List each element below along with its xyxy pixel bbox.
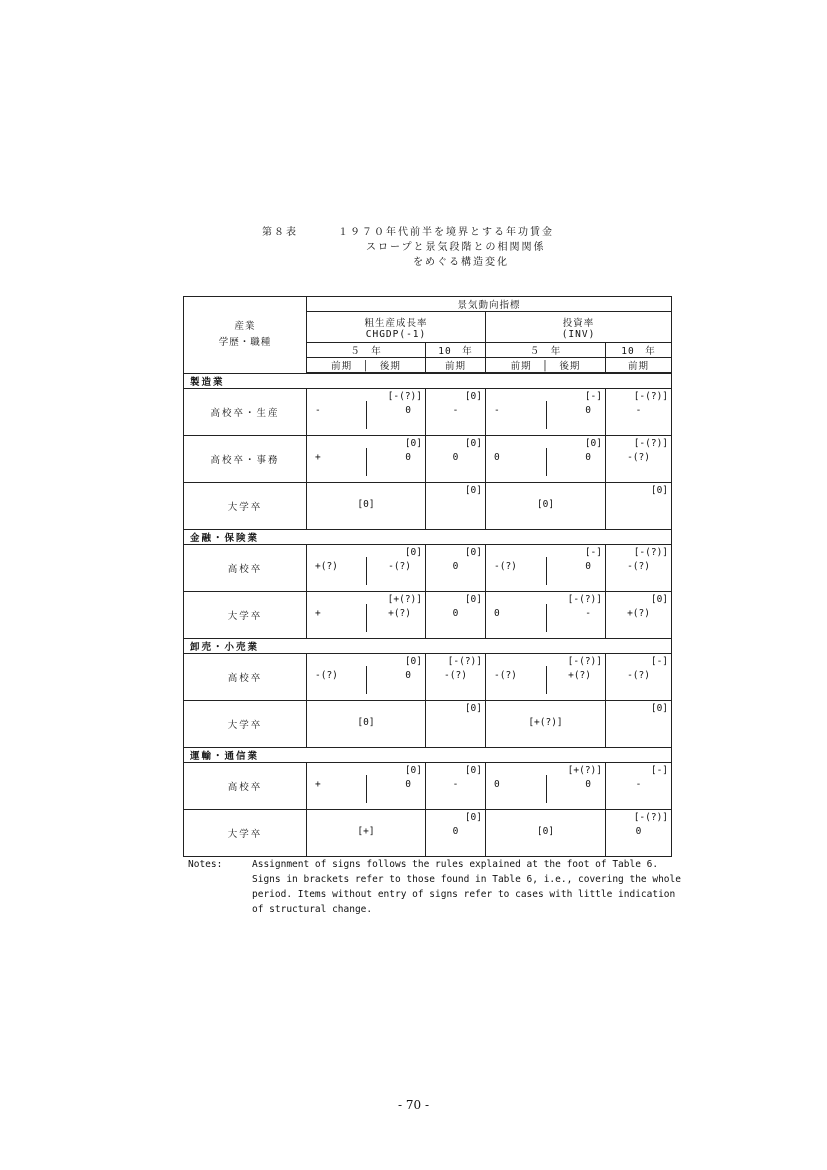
- g10-cell: [426, 483, 486, 530]
- i10-cell: [606, 592, 672, 639]
- group-name: 大学卒: [184, 592, 307, 639]
- late-sign: -(?): [388, 561, 411, 572]
- table-title-line-3: をめぐる構造変化: [413, 257, 509, 268]
- notes-text: Assignment of signs follows the rules explained at the foot of Table 6. Signs in brackets refer to those found in Table 6, i.e., covering the whole period. Items without entry of signs refer to cases with little indication of structural change.: [252, 859, 681, 915]
- sign: 0: [452, 826, 459, 837]
- bracket-sign: [-(?)]: [567, 594, 602, 605]
- g5-cell: [307, 483, 426, 530]
- bracket-sign: [-]: [650, 656, 669, 667]
- early-sign: +(?): [315, 561, 338, 572]
- period-divider: [546, 775, 547, 803]
- header-corner: 産業 学歴・職種: [184, 297, 307, 374]
- table-row: [184, 810, 672, 857]
- period-divider: [546, 666, 547, 694]
- bracket-sign: [-]: [584, 391, 602, 402]
- sign: 0: [452, 561, 459, 572]
- bracket-sign: [0]: [404, 438, 422, 449]
- early-sign: +: [315, 452, 321, 463]
- g10-cell: [426, 654, 486, 701]
- industry-name: 金融・保険業: [184, 530, 672, 545]
- late-sign: 0: [585, 779, 591, 790]
- late-sign: +(?): [388, 608, 411, 619]
- group-name: 大学卒: [184, 483, 307, 530]
- table-title-line-1: １９７０年代前半を境界とする年功賃金: [338, 227, 554, 238]
- header-inv: 投資率 (INV): [486, 312, 672, 343]
- sign: [0]: [536, 826, 555, 837]
- header-inv-10yr: 10 年: [606, 343, 672, 358]
- late-sign: 0: [405, 405, 411, 416]
- bracket-sign: [0]: [584, 438, 602, 449]
- sign: 0: [452, 608, 459, 619]
- g10-cell: [426, 436, 486, 483]
- group-name: 高校卒: [184, 654, 307, 701]
- period-divider: [546, 448, 547, 476]
- bracket-sign: [-(?)]: [633, 812, 669, 823]
- sign: [0]: [357, 499, 375, 510]
- industry-name: 卸売・小売業: [184, 639, 672, 654]
- table-row: [184, 654, 672, 701]
- industry-name: 運輸・通信業: [184, 748, 672, 763]
- bracket-sign: [0]: [464, 765, 482, 776]
- table-row: [184, 436, 672, 483]
- early-sign: 0: [494, 452, 500, 463]
- bracket-sign: [0]: [650, 594, 669, 605]
- i10-cell: [606, 545, 672, 592]
- i10-cell: [606, 436, 672, 483]
- sign: 0: [452, 452, 459, 463]
- sign: [+(?)]: [528, 717, 563, 728]
- i10-cell: [606, 654, 672, 701]
- group-name: 大学卒: [184, 701, 307, 748]
- table-row: [184, 389, 672, 436]
- early-sign: +: [315, 779, 321, 790]
- sign: +(?): [627, 608, 650, 619]
- bracket-sign: [0]: [404, 656, 422, 667]
- g10-cell: [426, 701, 486, 748]
- period-divider: [366, 401, 367, 429]
- early-sign: -: [315, 405, 321, 416]
- early-sign: -(?): [315, 670, 338, 681]
- sign: -: [635, 779, 642, 790]
- bracket-sign: [0]: [650, 485, 669, 496]
- early-sign: 0: [494, 608, 500, 619]
- g10-cell: [426, 592, 486, 639]
- industry-name: 製造業: [184, 374, 672, 389]
- late-sign: 0: [405, 779, 411, 790]
- i5-cell: [486, 810, 606, 857]
- sign: -(?): [627, 561, 650, 572]
- table-row: [184, 592, 672, 639]
- sign: 0: [635, 826, 642, 837]
- period-divider: [546, 557, 547, 585]
- sign: [+]: [357, 826, 375, 837]
- g10-cell: [426, 545, 486, 592]
- late-sign: 0: [585, 561, 591, 572]
- sign: -(?): [444, 670, 467, 681]
- group-name: 高校卒: [184, 763, 307, 810]
- bracket-sign: [-(?)]: [633, 547, 669, 558]
- header-gdp-10yr: 10 年: [426, 343, 486, 358]
- g5-cell: [307, 763, 426, 810]
- header-gdp-5yr: ５ 年: [307, 343, 426, 358]
- bracket-sign: [0]: [464, 703, 482, 714]
- i5-cell: [486, 545, 606, 592]
- header-inv-10yr-early: 前期: [606, 358, 672, 373]
- g10-cell: [426, 389, 486, 436]
- late-sign: 0: [585, 405, 591, 416]
- period-divider: [546, 604, 547, 632]
- late-sign: +(?): [568, 670, 591, 681]
- i10-cell: [606, 389, 672, 436]
- table-row: [184, 701, 672, 748]
- structural-change-table: [183, 296, 672, 857]
- late-sign: 0: [405, 670, 411, 681]
- bracket-sign: [-]: [584, 547, 602, 558]
- i5-cell: [486, 654, 606, 701]
- sign: -(?): [627, 452, 650, 463]
- header-business-indicator: 景気動向指標: [307, 297, 672, 312]
- i10-cell: [606, 701, 672, 748]
- group-name: 高校卒・事務: [184, 436, 307, 483]
- bracket-sign: [-(?)]: [633, 391, 669, 402]
- g10-cell: [426, 810, 486, 857]
- late-sign: 0: [585, 452, 591, 463]
- table-row: [184, 545, 672, 592]
- sign: -: [452, 405, 459, 416]
- sign: -: [452, 779, 459, 790]
- late-sign: -: [585, 608, 591, 619]
- i5-cell: [486, 436, 606, 483]
- sign: [0]: [357, 717, 375, 728]
- bracket-sign: [0]: [464, 812, 482, 823]
- bracket-sign: [-(?)]: [387, 391, 422, 402]
- early-sign: 0: [494, 779, 500, 790]
- period-divider: [546, 401, 547, 429]
- g5-cell: [307, 592, 426, 639]
- table-label: 第８表: [262, 227, 298, 238]
- table-title-line-2: スロープと景気段階との相関関係: [366, 242, 546, 253]
- group-name: 高校卒: [184, 545, 307, 592]
- i5-cell: [486, 483, 606, 530]
- sign: -: [635, 405, 642, 416]
- g5-cell: [307, 545, 426, 592]
- bracket-sign: [0]: [464, 485, 482, 496]
- i5-cell: [486, 389, 606, 436]
- g5-cell: [307, 654, 426, 701]
- bracket-sign: [-(?)]: [567, 656, 602, 667]
- g5-cell: [307, 701, 426, 748]
- bracket-sign: [+(?)]: [567, 765, 602, 776]
- period-divider: [366, 666, 367, 694]
- i10-cell: [606, 483, 672, 530]
- early-sign: -(?): [494, 561, 517, 572]
- bracket-sign: [0]: [464, 594, 482, 605]
- group-name: 大学卒: [184, 810, 307, 857]
- period-divider: [366, 448, 367, 476]
- early-sign: -: [494, 405, 500, 416]
- bracket-sign: [0]: [464, 391, 482, 402]
- i5-cell: [486, 701, 606, 748]
- group-name: 高校卒・生産: [184, 389, 307, 436]
- bracket-sign: [+(?)]: [387, 594, 422, 605]
- i10-cell: [606, 810, 672, 857]
- header-inv-5yr-periods: 前期 │ 後期: [486, 358, 606, 373]
- table-row: [184, 483, 672, 530]
- bracket-sign: [0]: [650, 703, 669, 714]
- bracket-sign: [-(?)]: [633, 438, 669, 449]
- table-row: [184, 763, 672, 810]
- period-divider: [366, 775, 367, 803]
- header-gdp-10yr-early: 前期: [426, 358, 486, 373]
- i10-cell: [606, 763, 672, 810]
- header-gdp-5yr-periods: 前期 │ 後期: [307, 358, 426, 373]
- g10-cell: [426, 763, 486, 810]
- late-sign: 0: [405, 452, 411, 463]
- g5-cell: [307, 389, 426, 436]
- header-inv-5yr: ５ 年: [486, 343, 606, 358]
- bracket-sign: [0]: [404, 547, 422, 558]
- i5-cell: [486, 763, 606, 810]
- early-sign: +: [315, 608, 321, 619]
- page-number: - 70 -: [397, 1098, 429, 1112]
- bracket-sign: [0]: [464, 547, 482, 558]
- g5-cell: [307, 436, 426, 483]
- period-divider: [366, 604, 367, 632]
- bracket-sign: [0]: [464, 438, 482, 449]
- notes-label: Notes:: [188, 859, 223, 870]
- sign: [0]: [536, 499, 555, 510]
- early-sign: -(?): [494, 670, 517, 681]
- bracket-sign: [-(?)]: [447, 656, 482, 667]
- i5-cell: [486, 592, 606, 639]
- bracket-sign: [0]: [404, 765, 422, 776]
- sign: -(?): [627, 670, 650, 681]
- g5-cell: [307, 810, 426, 857]
- header-gdp: 粗生産成長率 CHGDP(-1): [307, 312, 486, 343]
- bracket-sign: [-]: [650, 765, 669, 776]
- period-divider: [366, 557, 367, 585]
